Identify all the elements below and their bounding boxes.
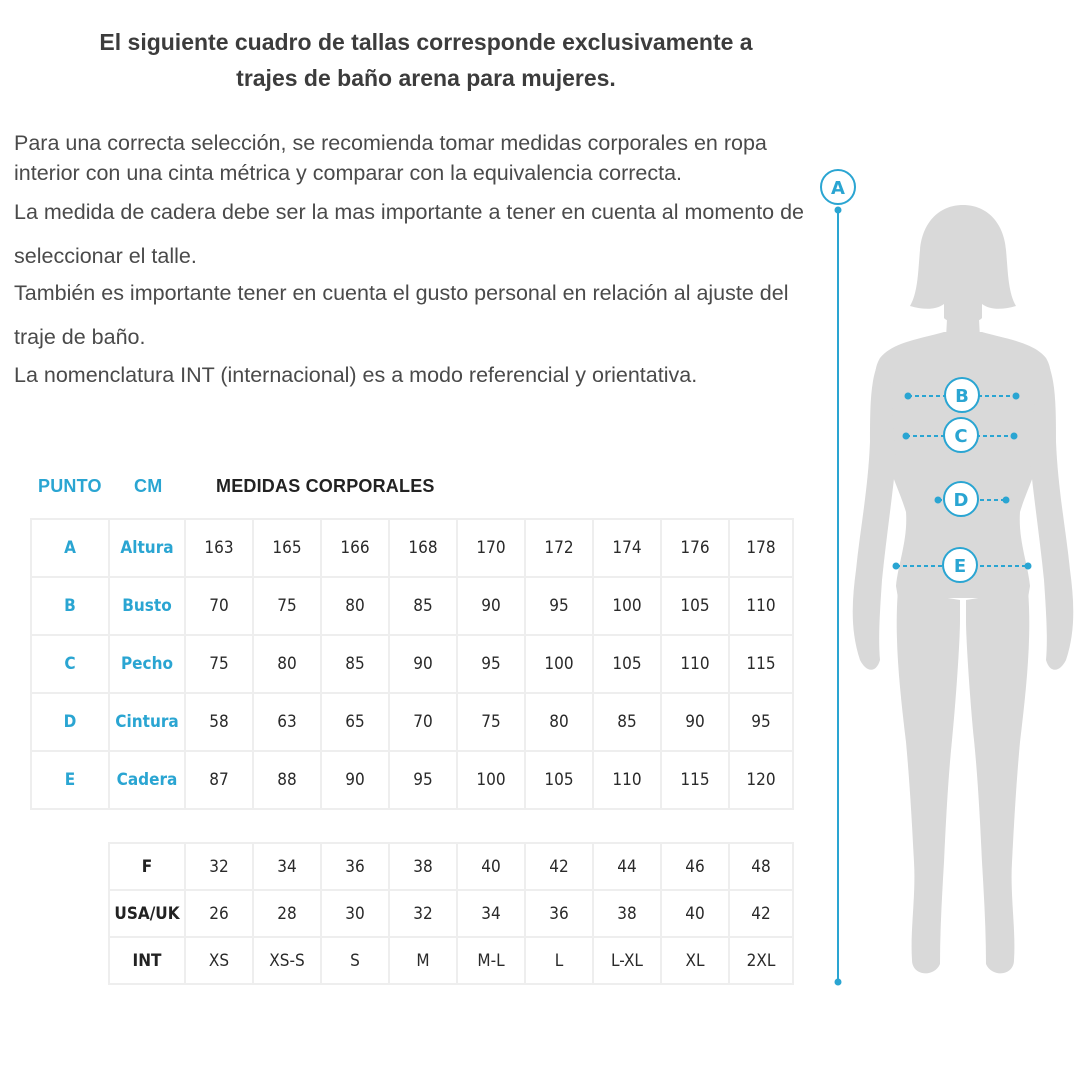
header-medidas-corporales: MEDIDAS CORPORALES (216, 476, 435, 496)
measurement-value: 176 (661, 519, 729, 577)
measurement-value: 88 (253, 751, 321, 809)
measurement-row (31, 577, 793, 635)
size-row (109, 937, 793, 984)
size-value: 34 (457, 890, 525, 937)
size-value: 32 (389, 890, 457, 937)
measurement-value: 80 (525, 693, 593, 751)
measurement-point: E (31, 751, 109, 809)
bust-line-left-dot (905, 393, 912, 400)
measurement-value: 170 (457, 519, 525, 577)
size-value: 36 (321, 843, 389, 890)
measurement-point: A (31, 519, 109, 577)
size-value: XL (661, 937, 729, 984)
hip-line-right-dot (1025, 563, 1032, 570)
page-title (0, 24, 852, 96)
size-system-label: F (109, 843, 185, 890)
size-value: 38 (389, 843, 457, 890)
measurement-value: 110 (661, 635, 729, 693)
intro-paragraph-1: Para una correcta selección, se recomienda tomar medidas corporales en ropa interior con una cinta métrica y comparar con la equivalencia correcta. (14, 131, 767, 185)
marker-a (821, 170, 855, 204)
size-value: 40 (457, 843, 525, 890)
marker-e (943, 548, 977, 582)
header-punto: PUNTO (38, 476, 102, 496)
size-value: L (525, 937, 593, 984)
size-row (109, 843, 793, 890)
measurement-value: 63 (253, 693, 321, 751)
measurement-value: 166 (321, 519, 389, 577)
measurements-table (30, 518, 794, 810)
size-value: 44 (593, 843, 661, 890)
size-value: 32 (185, 843, 253, 890)
marker-d-label: D (953, 490, 969, 511)
measurement-value: 110 (729, 577, 793, 635)
size-system-label: USA/UK (109, 890, 185, 937)
measurement-value: 100 (525, 635, 593, 693)
size-value: 38 (593, 890, 661, 937)
measurement-point: C (31, 635, 109, 693)
measurement-label: Altura (109, 519, 185, 577)
measurement-value: 105 (525, 751, 593, 809)
chest-line-left-dot (903, 433, 910, 440)
height-line-bottom-dot (835, 979, 842, 986)
waist-line-right-dot (1003, 497, 1010, 504)
bust-line-right-dot (1013, 393, 1020, 400)
chest-line-right-dot (1011, 433, 1018, 440)
measurement-value: 85 (593, 693, 661, 751)
size-value: 36 (525, 890, 593, 937)
size-value: M-L (457, 937, 525, 984)
marker-a-label: A (831, 178, 845, 199)
measurement-value: 58 (185, 693, 253, 751)
intro-paragraph-3: También es importante tener en cuenta el gusto personal en relación al ajuste del traje de baño. (14, 281, 789, 349)
measurement-value: 100 (457, 751, 525, 809)
measurement-value: 87 (185, 751, 253, 809)
size-value: L-XL (593, 937, 661, 984)
size-value: 46 (661, 843, 729, 890)
measurement-value: 120 (729, 751, 793, 809)
measurement-value: 178 (729, 519, 793, 577)
measurement-value: 115 (729, 635, 793, 693)
measurement-value: 172 (525, 519, 593, 577)
measurement-value: 100 (593, 577, 661, 635)
size-value: 28 (253, 890, 321, 937)
measurement-label: Cintura (109, 693, 185, 751)
measurement-value: 174 (593, 519, 661, 577)
height-line-top-dot (835, 207, 842, 214)
measurement-value: 163 (185, 519, 253, 577)
measurement-value: 75 (185, 635, 253, 693)
measurement-value: 90 (457, 577, 525, 635)
title-line-2: trajes de baño arena para mujeres. (236, 65, 616, 91)
waist-line-left-dot (935, 497, 942, 504)
measurement-value: 85 (389, 577, 457, 635)
measurement-value: 165 (253, 519, 321, 577)
measurement-row (31, 693, 793, 751)
measurement-value: 90 (321, 751, 389, 809)
marker-b (945, 378, 979, 412)
measurement-value: 110 (593, 751, 661, 809)
measurement-value: 115 (661, 751, 729, 809)
body-measurement-figure (820, 160, 1080, 1000)
measurement-value: 80 (321, 577, 389, 635)
size-value: 26 (185, 890, 253, 937)
size-value: 30 (321, 890, 389, 937)
size-value: 42 (729, 890, 793, 937)
measurement-value: 105 (661, 577, 729, 635)
size-value: 48 (729, 843, 793, 890)
size-value: M (389, 937, 457, 984)
measurement-value: 85 (321, 635, 389, 693)
size-system-label: INT (109, 937, 185, 984)
size-value: 2XL (729, 937, 793, 984)
measurement-row (31, 751, 793, 809)
marker-e-label: E (953, 556, 967, 577)
size-equivalence-table (108, 842, 794, 985)
measurement-value: 65 (321, 693, 389, 751)
measurement-row (31, 519, 793, 577)
measurement-value: 95 (525, 577, 593, 635)
intro-paragraph-4: La nomenclatura INT (internacional) es a modo referencial y orientativa. (14, 363, 698, 387)
measurement-value: 70 (389, 693, 457, 751)
marker-c (944, 418, 978, 452)
marker-d (944, 482, 978, 516)
measurement-value: 168 (389, 519, 457, 577)
measurement-value: 95 (457, 635, 525, 693)
measurement-label: Cadera (109, 751, 185, 809)
measurement-value: 75 (457, 693, 525, 751)
measurement-value: 70 (185, 577, 253, 635)
intro-paragraph-2: La medida de cadera debe ser la mas importante a tener en cuenta al momento de seleccionar el talle. (14, 200, 805, 268)
hip-line-left-dot (893, 563, 900, 570)
measurement-value: 80 (253, 635, 321, 693)
size-value: S (321, 937, 389, 984)
measurement-value: 90 (389, 635, 457, 693)
measurement-value: 105 (593, 635, 661, 693)
measurement-point: B (31, 577, 109, 635)
size-value: 40 (661, 890, 729, 937)
measurement-label: Busto (109, 577, 185, 635)
intro-text (14, 128, 814, 395)
measurement-value: 75 (253, 577, 321, 635)
measurement-value: 90 (661, 693, 729, 751)
measurement-value: 95 (389, 751, 457, 809)
female-silhouette (853, 205, 1074, 973)
marker-c-label: C (954, 426, 968, 447)
title-line-1: El siguiente cuadro de tallas corresponde exclusivamente a (99, 29, 753, 55)
header-cm: CM (134, 476, 163, 496)
size-value: 42 (525, 843, 593, 890)
size-value: XS (185, 937, 253, 984)
marker-b-label: B (955, 386, 969, 407)
measurement-point: D (31, 693, 109, 751)
size-row (109, 890, 793, 937)
measurement-row (31, 635, 793, 693)
size-value: 34 (253, 843, 321, 890)
measurement-label: Pecho (109, 635, 185, 693)
measurement-value: 95 (729, 693, 793, 751)
size-value: XS-S (253, 937, 321, 984)
